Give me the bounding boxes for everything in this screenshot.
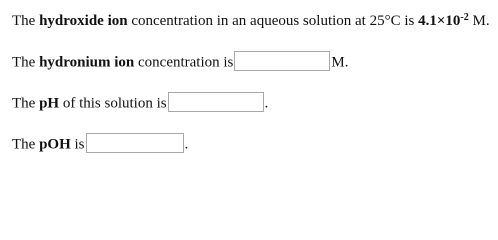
ph-suffix: .	[264, 95, 269, 112]
ph-question	[12, 94, 268, 114]
statement-middle: concentration in an aqueous solution at 25°C is	[131, 13, 415, 29]
hydroxide-value-exponent: -2	[460, 12, 469, 23]
ph-term: pH	[39, 95, 60, 112]
statement-prefix: The	[12, 13, 36, 29]
poh-prefix: The	[12, 136, 36, 153]
ph-prefix: The	[12, 95, 36, 112]
question-statement	[12, 13, 490, 30]
hydronium-answer-input[interactable]	[234, 51, 330, 71]
hydronium-term: hydronium ion	[39, 54, 135, 71]
hydronium-unit: M.	[331, 54, 349, 71]
poh-answer-input[interactable]	[86, 133, 184, 153]
hydronium-middle: concentration is	[138, 54, 234, 71]
hydroxide-unit: M.	[472, 13, 490, 29]
hydronium-question	[12, 53, 349, 73]
poh-suffix: .	[184, 136, 189, 153]
hydroxide-value	[418, 13, 469, 29]
ph-middle: of this solution is	[62, 95, 167, 112]
hydroxide-value-mantissa: 4.1×10	[418, 13, 461, 29]
poh-term: pOH	[39, 136, 71, 153]
poh-question	[12, 135, 188, 155]
ph-answer-input[interactable]	[168, 92, 264, 112]
hydronium-prefix: The	[12, 54, 36, 71]
poh-middle: is	[74, 136, 85, 153]
hydroxide-term: hydroxide ion	[39, 13, 128, 29]
